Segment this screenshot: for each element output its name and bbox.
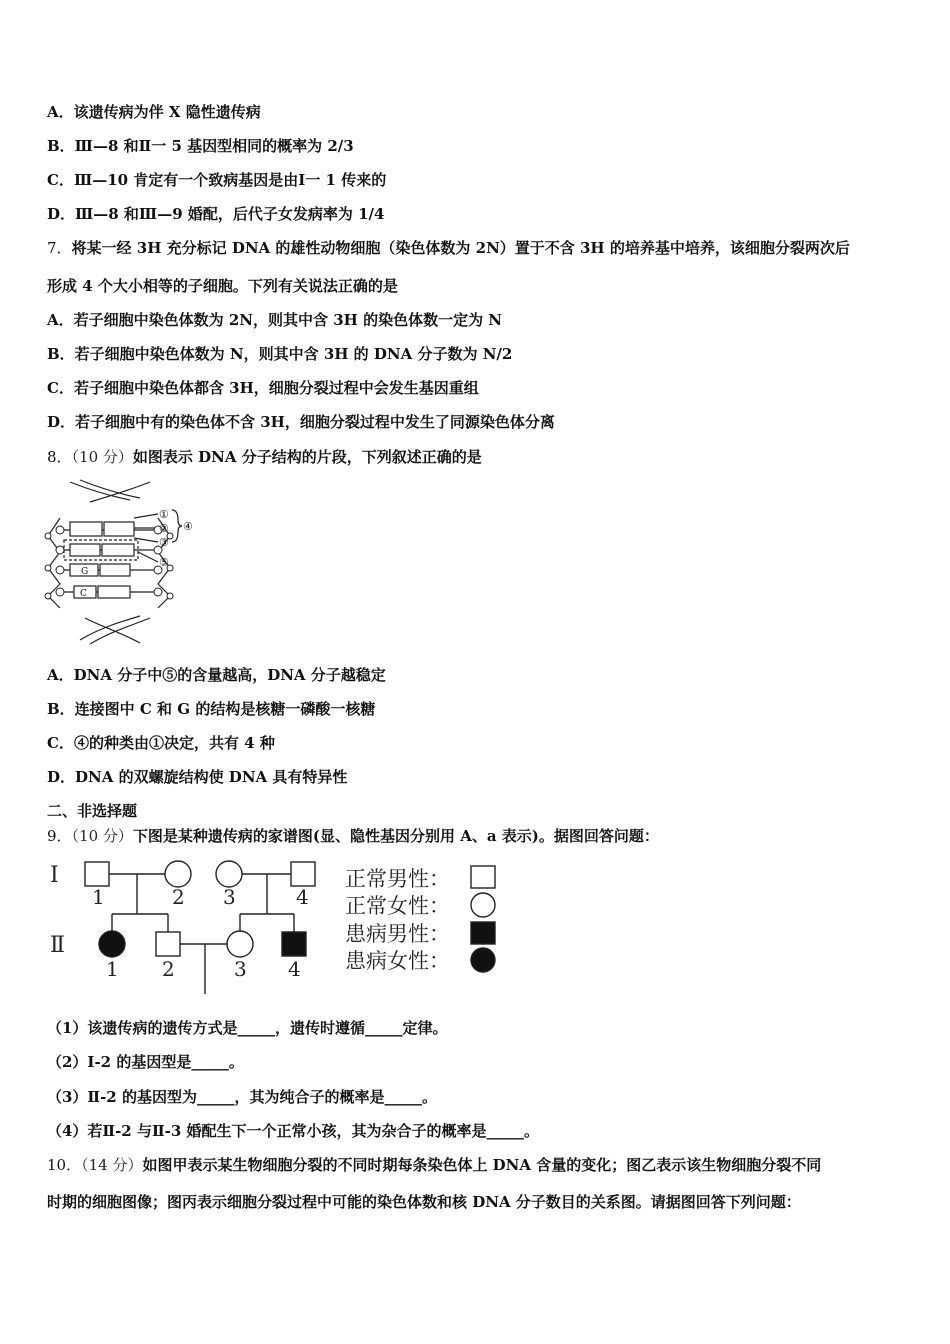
figure-label-2: ② xyxy=(159,522,169,535)
q8-option-c: C．④的种类由①决定，共有 4 种 xyxy=(47,734,275,752)
gen2-id-3: 3 xyxy=(234,957,247,981)
q7-stem-line2: 形成 4 个大小相等的子细胞。下列有关说法正确的是 xyxy=(47,277,398,295)
q7-number: 7． xyxy=(47,239,72,257)
q9-sub3: （3）Ⅱ-2 的基因型为_____，其为纯合子的概率是_____。 xyxy=(47,1088,437,1106)
q6-option-a: A．该遗传病为伴 X 隐性遗传病 xyxy=(47,103,261,121)
q7-option-b: B．若子细胞中染色体数为 N，则其中含 3H 的 DNA 分子数为 N/2 xyxy=(47,345,513,363)
legend-normal-female: 正常女性： xyxy=(345,894,450,918)
q9-number: 9． xyxy=(47,827,72,845)
legend-affected-male: 患病男性： xyxy=(345,922,450,946)
q8-option-b: B．连接图中 C 和 G 的结构是核糖一磷酸一核糖 xyxy=(47,700,376,718)
gen2-id-1: 1 xyxy=(106,957,119,981)
q7-stem-line1: 将某一经 3H 充分标记 DNA 的雄性动物细胞（染色体数为 2N）置于不含 3H 的培养基中培养，该细胞分裂两次后 xyxy=(71,239,850,257)
q8-stem xyxy=(47,447,482,467)
figure-base-g: G xyxy=(81,567,89,577)
gen1-id-1: 1 xyxy=(92,885,105,909)
q10-number: 10． xyxy=(47,1156,82,1174)
figure-label-3: ③ xyxy=(159,536,169,549)
q7-stem xyxy=(47,238,850,258)
q7-option-a: A．若子细胞中染色体数为 2N，则其中含 3H 的染色体数一定为 N xyxy=(47,311,502,329)
q8-option-a: A．DNA 分子中⑤的含量越高，DNA 分子越稳定 xyxy=(47,666,386,684)
q9-stem-text: 下图是某种遗传病的家谱图(显、隐性基因分别用 A、a 表示)。据图回答问题： xyxy=(132,827,659,845)
gen1-id-3: 3 xyxy=(223,885,236,909)
q9-sub2: （2）Ⅰ-2 的基因型是_____。 xyxy=(47,1053,244,1071)
q10-stem xyxy=(47,1155,821,1175)
q10-points: （14 分） xyxy=(81,1156,143,1174)
figure-label-4: ④ xyxy=(183,520,193,533)
figure-label-1: ① xyxy=(159,508,169,521)
q10-stem-line1: 如图甲表示某生物细胞分裂的不同时期每条染色体上 DNA 含量的变化；图乙表示该生物细胞分裂不同 xyxy=(142,1156,822,1174)
legend-affected-female: 患病女性： xyxy=(345,949,450,973)
dna-structure-figure xyxy=(40,478,200,646)
gen2-id-4: 4 xyxy=(288,957,301,981)
q6-option-d: D．Ⅲ—8 和Ⅲ—9 婚配，后代子女发病率为 1/4 xyxy=(47,205,385,223)
generation-label-1: Ⅰ xyxy=(50,863,59,888)
q7-option-c: C．若子细胞中染色体都含 3H，细胞分裂过程中会发生基因重组 xyxy=(47,379,479,397)
figure-base-c: C xyxy=(80,589,87,599)
q9-points: （10 分） xyxy=(71,827,133,845)
q8-option-d: D．DNA 的双螺旋结构使 DNA 具有特异性 xyxy=(47,768,348,786)
generation-label-2: Ⅱ xyxy=(50,933,65,958)
legend-normal-male: 正常男性： xyxy=(345,867,450,891)
section-heading: 二、非选择题 xyxy=(47,802,138,820)
q6-option-b: B．Ⅲ—8 和Ⅱ一 5 基因型相同的概率为 2/3 xyxy=(47,137,354,155)
pedigree-chart xyxy=(40,852,510,1002)
q8-number: 8． xyxy=(47,448,72,466)
q9-sub4: （4）若Ⅱ-2 与Ⅱ-3 婚配生下一个正常小孩，其为杂合子的概率是_____。 xyxy=(47,1122,539,1140)
q8-stem-text: 如图表示 DNA 分子结构的片段，下列叙述正确的是 xyxy=(132,448,482,466)
q7-option-d: D．若子细胞中有的染色体不含 3H，细胞分裂过程中发生了同源染色体分离 xyxy=(47,413,555,431)
figure-label-5: ⑤ xyxy=(159,556,169,569)
gen2-id-2: 2 xyxy=(162,957,175,981)
q8-points: （10 分） xyxy=(71,448,133,466)
gen1-id-4: 4 xyxy=(296,885,309,909)
q10-stem-line2: 时期的细胞图像；图丙表示细胞分裂过程中可能的染色体数和核 DNA 分子数目的关系图。请据图回答下列问题： xyxy=(47,1193,801,1211)
q9-stem xyxy=(47,826,659,846)
q6-option-c: C．Ⅲ—10 肯定有一个致病基因是由Ⅰ一 1 传来的 xyxy=(47,171,387,189)
gen1-id-2: 2 xyxy=(172,885,185,909)
q9-sub1: （1）该遗传病的遗传方式是_____，遗传时遵循_____定律。 xyxy=(47,1019,448,1037)
